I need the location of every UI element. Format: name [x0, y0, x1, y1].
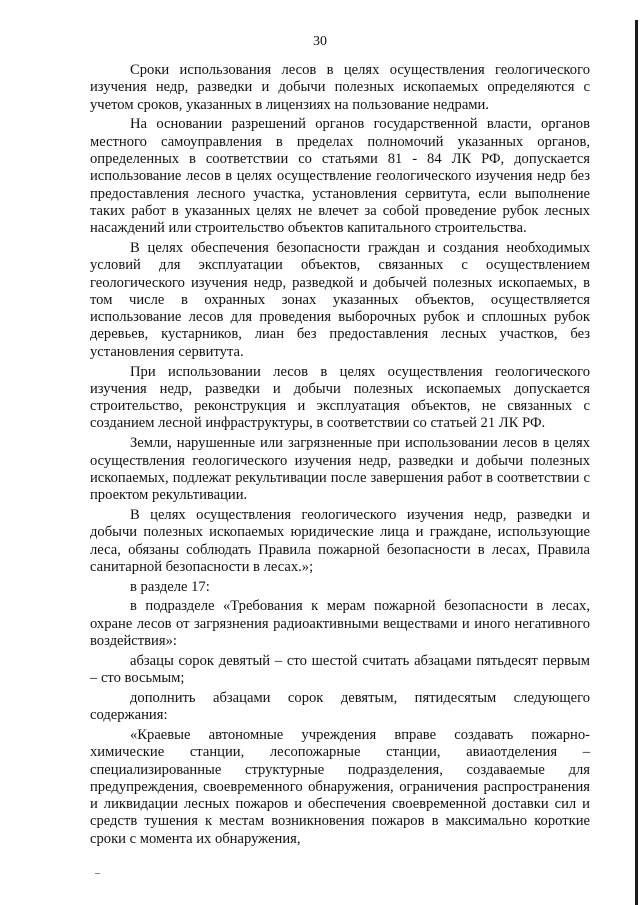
scan-mark: [95, 873, 100, 874]
paragraph-2: На основании разрешений органов государственной власти, органов местного самоуправления в пределах полномочий указанных органов, определенных в соответствии со статьями 81 - 84 ЛК РФ, допускается использование лесов в целях осуществление геологического изучения недр без предоставления лесного участка, установления сервитута, если выполнение таких работ в указанных целях не влечет за собой проведение рубок лесных насаждений или строительство объектов капитального строительства.: [90, 116, 590, 237]
body-text: [90, 62, 590, 848]
paragraph-5: Земли, нарушенные или загрязненные при использовании лесов в целях осуществления геологического изучения недр, разведки и добычи полезных ископаемых, подлежат рекультивации после завершения работ в соответствии с проектом рекультивации.: [90, 435, 590, 504]
paragraph-3: В целях обеспечения безопасности граждан и создания необходимых условий для эксплуатации объектов, связанных с осуществлением геологического изучения недр, разведкой и добычей полезных ископаемых, в том числе в охранных зонах указанных объектов, осуществляется использование лесов для проведения выборочных рубок и сплошных рубок деревьев, кустарников, лиан без предоставления лесных участков, без установления сервитута.: [90, 239, 590, 360]
paragraph-4: При использовании лесов в целях осуществления геологического изучения недр, разведки и добычи полезных ископаемых допускается строительство, реконструкция и эксплуатация объектов, не связанных с созданием лесной инфраструктуры, в соответствии со статьей 21 ЛК РФ.: [90, 363, 590, 432]
paragraph-9: абзацы сорок девятый – сто шестой считать абзацами пятьдесят первым – сто восьмым;: [90, 652, 590, 687]
scan-edge-line: [635, 20, 638, 905]
paragraph-7: в разделе 17:: [130, 578, 210, 595]
paragraph-11: «Краевые автономные учреждения вправе создавать пожарно-химические станции, лесопожарные станции, авиаотделения – специализированные структурные подразделения, создаваемые для предупреждения, своевременного обнаружения, ограничения распространения и ликвидации лесных пожаров и обеспечения своевременной доставки сил и средств тушения к местам возникновения пожаров в максимально короткие сроки с момента их обнаружения,: [90, 726, 590, 847]
paragraph-1: Сроки использования лесов в целях осуществления геологического изучения недр, разведки и добычи полезных ископаемых определяются с учетом сроков, указанных в лицензиях на пользование недрами.: [90, 62, 590, 113]
paragraph-6: В целях осуществления геологического изучения недр, разведки и добычи полезных ископаемых юридические лица и граждане, использующие леса, обязаны соблюдать Правила пожарной безопасности в лесах, Правила санитарной безопасности в лесах.»;: [90, 506, 590, 575]
paragraph-10: дополнить абзацами сорок девятым, пятидесятым следующего содержания:: [90, 689, 590, 724]
page-number: 30: [313, 34, 327, 49]
paragraph-8: в подразделе «Требования к мерам пожарной безопасности в лесах, охране лесов от загрязнения радиоактивными веществами и иного негативного воздействия»:: [90, 598, 590, 649]
